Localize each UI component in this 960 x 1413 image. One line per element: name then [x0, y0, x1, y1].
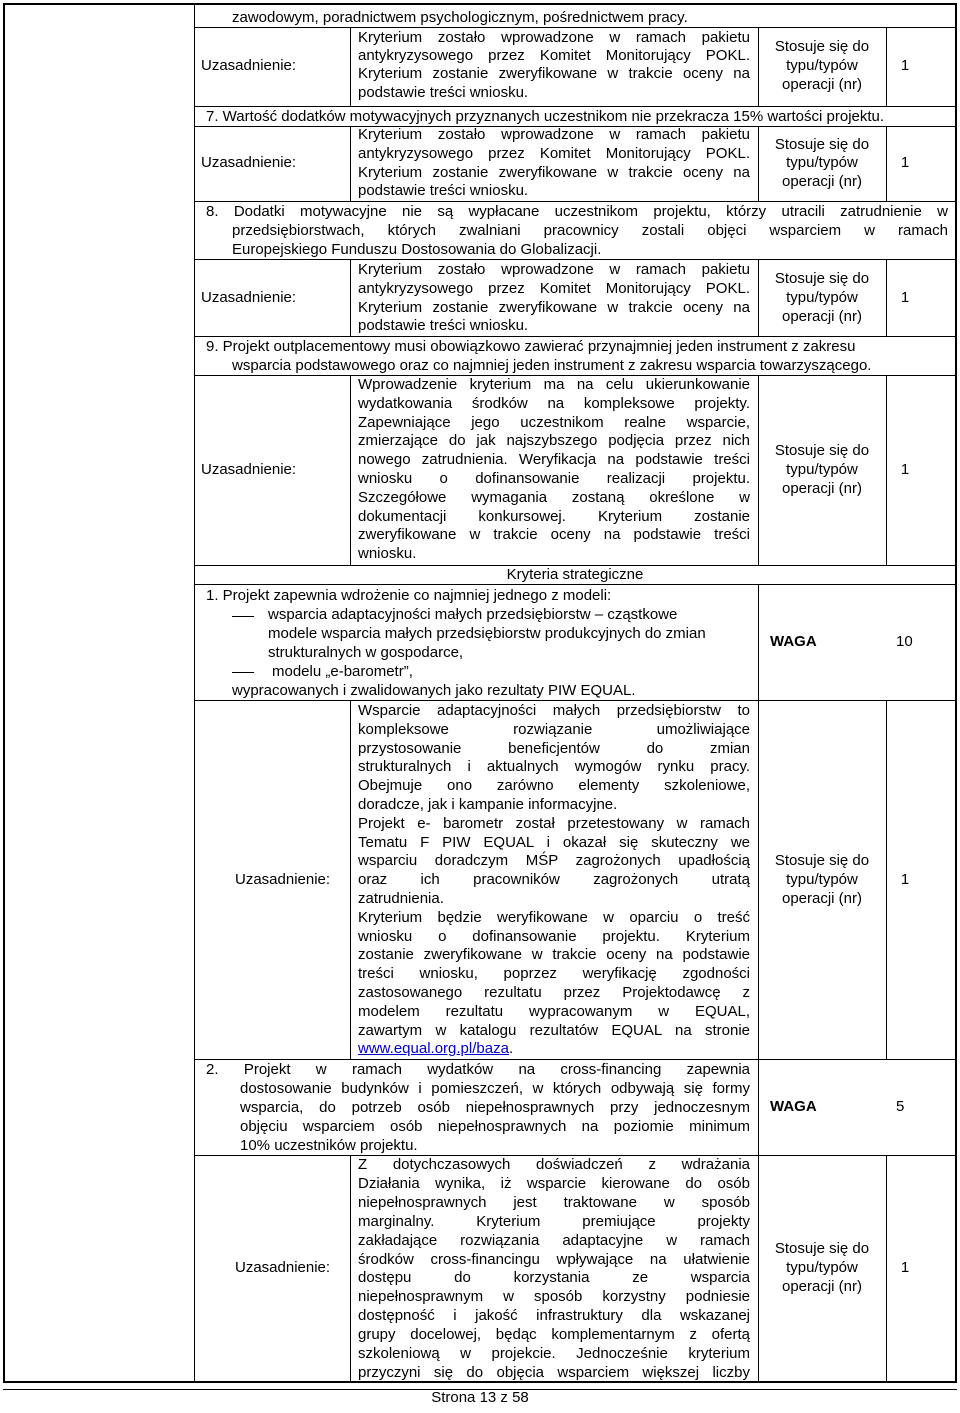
- applies-to-label: typu/typów: [786, 154, 858, 171]
- weight-value: 5: [896, 1098, 905, 1115]
- justification-line: niepełnosprawnym w sposób korzystny podniesie: [358, 1288, 750, 1306]
- justification-line: zweryfikowane w trakcie oceny na podstawie treści: [358, 526, 750, 544]
- justification-line: Obejmuje ono zarówno elementy szkoleniowe,: [358, 777, 750, 795]
- justification-line: zatrudnienia.: [358, 890, 444, 907]
- cell-divider: [350, 126, 351, 201]
- justification-line: przystosowanie beneficjentów do zmian: [358, 739, 750, 757]
- applies-to-label: operacji (nr): [781, 480, 863, 497]
- justification-line: przyczyni się do objęcia wsparciem większej liczby: [358, 1363, 750, 1381]
- justification-line: zawartym w katalogu rezultatów EQUAL na stronie: [358, 1021, 750, 1039]
- cell-divider: [758, 1059, 759, 1155]
- justification-label: Uzasadnienie:: [201, 154, 297, 171]
- justification-line: szkoleniową w projekcie. Jednocześnie kryterium: [358, 1345, 750, 1362]
- applies-to-label: Stosuje się do: [774, 270, 870, 287]
- applies-to-label: Stosuje się do: [774, 1240, 870, 1257]
- criterion-9-line: wsparcia podstawowego oraz co najmniej jeden instrument z zakresu wsparcia towarzyszącego.: [232, 357, 872, 374]
- justification-line: doradcze, jak i kampanie informacyjne.: [358, 796, 618, 813]
- justification-line: modelem rezultatu wypracowanym w EQUAL,: [358, 1002, 750, 1020]
- link-tail: .: [508, 1040, 514, 1057]
- applies-to-label: typu/typów: [786, 1259, 858, 1276]
- applies-to-label: typu/typów: [786, 289, 858, 306]
- justification-line: oraz ich pracowników zagrożonych utratą: [358, 871, 750, 889]
- justification-line: Kryterium zostało wprowadzone w ramach pakietu: [358, 126, 750, 143]
- justification-line: Tematu F PIW EQUAL i okazał się skuteczny we: [358, 833, 750, 851]
- criterion-line: wsparcia, do potrzeb osób niepełnosprawnych przy jednoczesnym: [240, 1098, 750, 1116]
- justification-line: strukturalnych i aktualnych wymogów rynku pracy.: [358, 758, 750, 776]
- justification-line: zostanie zweryfikowane w trakcie oceny na podstawie: [358, 946, 750, 964]
- justification-line: marginalny. Kryterium premiujące projekty: [358, 1212, 750, 1230]
- row-divider: [194, 106, 956, 107]
- operation-number: 1: [900, 289, 910, 306]
- justification-line: Szczegółowe wymagania zostaną określone w: [358, 488, 750, 506]
- justification-line: dostępu do korzystania ze wsparcia: [358, 1269, 750, 1287]
- applies-to-label: operacji (nr): [781, 308, 863, 325]
- justification-line: Wprowadzenie kryterium ma na celu ukierunkowanie: [358, 376, 750, 393]
- justification-line: zmierzające do jak najszybszego podjęcia przez nich: [358, 432, 750, 450]
- applies-to-label: typu/typów: [786, 461, 858, 478]
- criterion-7: 7. Wartość dodatków motywacyjnych przyznanych uczestnikom nie przekracza 15% wartości projektu.: [206, 108, 885, 125]
- justification-line: kompleksowe rozwiązanie umożliwiające: [358, 720, 750, 738]
- justification-line: Kryterium zostanie zweryfikowane w trakcie oceny na: [358, 299, 750, 316]
- applies-to-label: operacji (nr): [781, 173, 863, 190]
- operation-number: 1: [900, 1259, 910, 1276]
- justification-line: wniosku o dofinansowanie realizacji projektu.: [358, 470, 750, 487]
- left-margin-line: [194, 3, 195, 1383]
- applies-to-label: typu/typów: [786, 871, 858, 888]
- cell-divider: [350, 259, 351, 336]
- justification-line: antykryzysowego przez Komitet Monitorujący POKL.: [358, 280, 750, 297]
- justification-line: podstawie treści wniosku.: [358, 84, 529, 101]
- applies-to-label: operacji (nr): [781, 76, 863, 93]
- justification-line: Kryterium zostanie zweryfikowane w trakcie oceny na: [358, 164, 750, 181]
- applies-to-label: Stosuje się do: [774, 442, 870, 459]
- justification-line: Projekt e- barometr został przetestowany w ramach: [358, 814, 750, 832]
- justification-line: nowego zatrudnienia. Weryfikacja na podstawie treści: [358, 451, 750, 469]
- equal-baza-link[interactable]: www.equal.org.pl/baza: [358, 1040, 509, 1057]
- row-divider: [194, 336, 956, 337]
- applies-to-label: typu/typów: [786, 57, 858, 74]
- bullet-dash: [232, 616, 254, 617]
- justification-line: wsparciu doradczym MŚP zagrożonych upadłością: [358, 852, 750, 870]
- operation-number: 1: [900, 57, 910, 74]
- weight-label: WAGA: [770, 633, 817, 650]
- justification-line: Kryterium zostało wprowadzone w ramach pakietu: [358, 261, 750, 278]
- criterion-line: 2. Projekt w ramach wydatków na cross-financing zapewnia: [206, 1061, 750, 1078]
- justification-line: środków cross-financingu wpływające na ułatwienie: [358, 1250, 750, 1268]
- criterion-bullet-line: modelu „e-barometr”,: [272, 663, 413, 680]
- cell-divider: [350, 700, 351, 1059]
- row-divider: [194, 1059, 956, 1060]
- justification-line: niepełnosprawnych jest traktowane w sposób: [358, 1193, 750, 1211]
- criterion-line: dostosowanie budynków i pomieszczeń, w których odbywają się formy: [240, 1079, 750, 1097]
- justification-line: Kryterium będzie weryfikowane w oparciu o treść: [358, 908, 750, 926]
- row-divider: [194, 27, 956, 28]
- cell-divider: [350, 1155, 351, 1383]
- criterion-8-line: przedsiębiorstwach, których zwalniani pracownicy zostali objęci wsparciem w ramach: [232, 222, 948, 239]
- justification-label: Uzasadnienie:: [235, 871, 331, 888]
- justification-line: wniosku o dofinansowanie projektu. Kryterium: [358, 927, 750, 945]
- row-divider: [194, 201, 956, 202]
- top-continuation: zawodowym, poradnictwem psychologicznym, pośrednictwem pracy.: [232, 9, 688, 26]
- justification-line: podstawie treści wniosku.: [358, 317, 529, 334]
- justification-line: dostępność i jakość infrastruktury dla wskazanej: [358, 1307, 750, 1325]
- row-divider: [194, 259, 956, 260]
- criterion-heading: 1. Projekt zapewnia wdrożenie co najmniej jednego z modeli:: [206, 587, 612, 604]
- criterion-tail: wypracowanych i zwalidowanych jako rezultaty PIW EQUAL.: [232, 682, 636, 699]
- applies-to-label: Stosuje się do: [774, 852, 870, 869]
- justification-line: dokumentacji konkursowej. Kryterium zostanie: [358, 507, 750, 525]
- justification-label: Uzasadnienie:: [201, 289, 297, 306]
- applies-to-label: Stosuje się do: [774, 38, 870, 55]
- justification-line: zakładające rozwiązania adaptacyjne w ramach: [358, 1231, 750, 1249]
- cell-divider: [758, 584, 759, 700]
- justification-line: grupy docelowej, będąc komplementarnym z ofertą: [358, 1326, 750, 1344]
- criterion-bullet-line: wsparcia adaptacyjności małych przedsiębiorstw – cząstkowe: [268, 606, 678, 623]
- criterion-line: objęciu wsparciem osób niepełnosprawnych na poziomie minimum: [240, 1117, 750, 1135]
- bullet-dash: [232, 672, 254, 673]
- criterion-line: 10% uczestników projektu.: [240, 1136, 418, 1154]
- justification-line: Kryterium zostanie zweryfikowane w trakcie oceny na: [358, 65, 750, 82]
- weight-label: WAGA: [770, 1098, 817, 1115]
- applies-to-label: Stosuje się do: [774, 136, 870, 153]
- applies-to-label: operacji (nr): [781, 1278, 863, 1295]
- justification-line: Kryterium zostało wprowadzone w ramach pakietu: [358, 29, 750, 46]
- justification-line: wydatkowania środków na kompleksowe projekty.: [358, 394, 750, 412]
- page-number-footer: Strona 13 z 58: [431, 1389, 529, 1406]
- justification-line: Z dotychczasowych doświadczeń z wdrażania: [358, 1156, 750, 1173]
- justification-line: Zapewniające jego uczestnikom realne wsparcie,: [358, 413, 750, 431]
- applies-to-label: operacji (nr): [781, 890, 863, 907]
- justification-line: antykryzysowego przez Komitet Monitorujący POKL.: [358, 145, 750, 162]
- justification-label: Uzasadnienie:: [201, 461, 297, 478]
- justification-line: Działania wynika, iż wsparcie kierowane do osób: [358, 1174, 750, 1192]
- justification-label: Uzasadnienie:: [201, 57, 297, 74]
- row-divider: [194, 700, 956, 701]
- criterion-8-line: Europejskiego Funduszu Dostosowania do Globalizacji.: [232, 241, 602, 258]
- justification-link-line: [358, 1040, 513, 1059]
- operation-number: 1: [900, 461, 910, 478]
- operation-number: 1: [900, 871, 910, 888]
- weight-value: 10: [896, 633, 913, 650]
- justification-line: treści wniosku, poprzez weryfikację zgodności: [358, 965, 750, 983]
- strategic-criteria-heading: Kryteria strategiczne: [506, 566, 644, 583]
- cell-divider: [350, 27, 351, 106]
- criterion-8-line: 8. Dodatki motywacyjne nie są wypłacane uczestnikom projektu, którzy utracili zatrudnienie w: [206, 203, 948, 220]
- justification-line: antykryzysowego przez Komitet Monitorujący POKL.: [358, 47, 750, 64]
- justification-line: wniosku.: [358, 545, 417, 563]
- justification-line: Wsparcie adaptacyjności małych przedsiębiorstw to: [358, 702, 750, 719]
- row-divider: [194, 584, 956, 585]
- justification-line: zastosowanego rezultatu przez Projektodawcę z: [358, 984, 750, 1001]
- criterion-bullet-line: strukturalnych w gospodarce,: [268, 644, 464, 661]
- criterion-9-line: 9. Projekt outplacementowy musi obowiązkowo zawierać przynajmniej jeden instrument z zakresu: [206, 338, 856, 355]
- justification-label: Uzasadnienie:: [235, 1259, 331, 1276]
- cell-divider: [350, 375, 351, 565]
- operation-number: 1: [900, 154, 910, 171]
- justification-line: podstawie treści wniosku.: [358, 182, 529, 199]
- criterion-bullet-line: modele wsparcia małych przedsiębiorstw produkcyjnych do zmian: [268, 625, 706, 642]
